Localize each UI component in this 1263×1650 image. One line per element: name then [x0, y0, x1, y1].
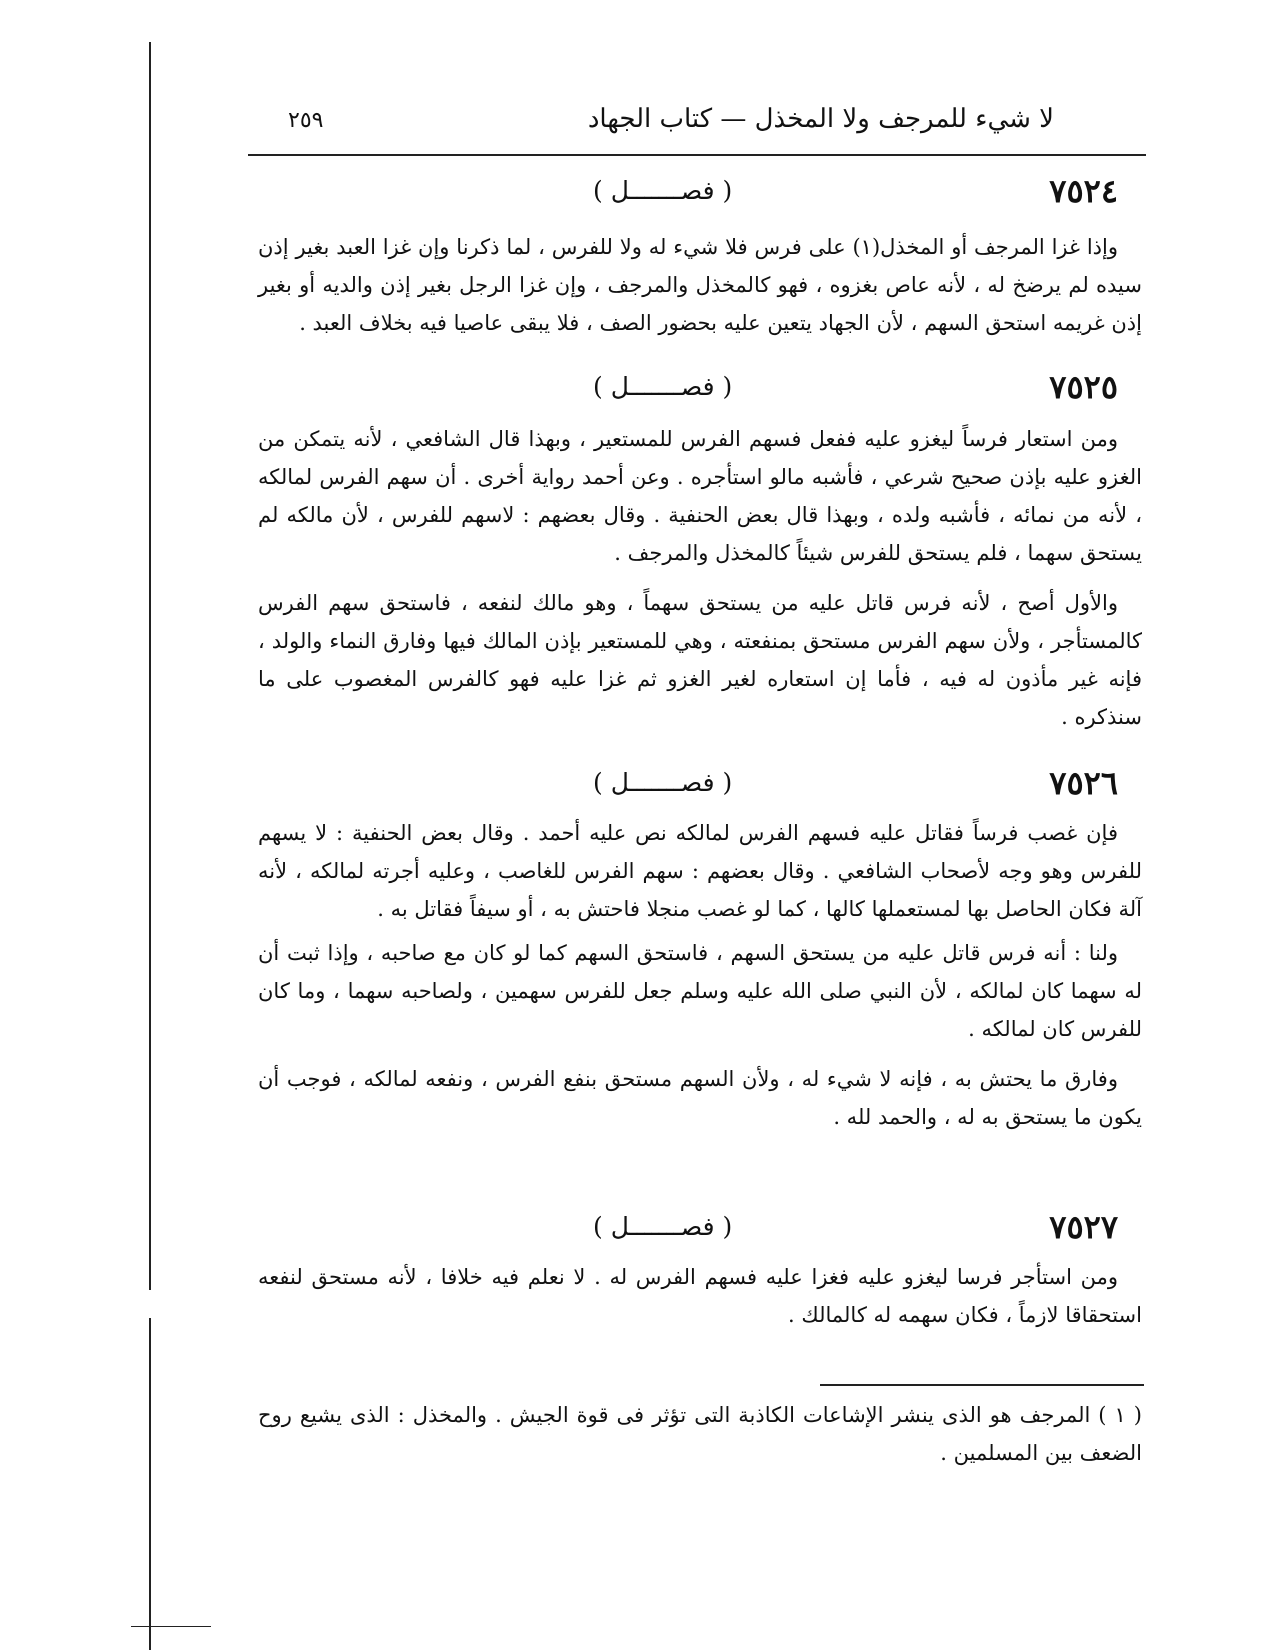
- section-body-7525: [258, 420, 1142, 736]
- margin-tick-mark: [131, 1626, 211, 1627]
- page-header: [248, 104, 1144, 144]
- paragraph: والأول أصح ، لأنه فرس قاتل عليه من يستحق سهماً ، وهو مالك لنفعه ، فاستحق سهم الفرس كالمستأجر ، ولأن سهم الفرس مستحق بمنفعته ، وهي للمستعير بإذن المالك فيها وفارق النماء والولد ، فإنه غير مأذون له فيه ، فأما إن استعاره لغير الغزو ثم غزا عليه فهو كالفرس المغصوب على ما سنذكره .: [258, 591, 1142, 729]
- section-number: ٧٥٢٤: [1049, 172, 1118, 210]
- paragraph: فإن غصب فرساً فقاتل عليه فسهم الفرس لمالكه نص عليه أحمد . وقال بعض الحنفية : لا يسهم للفرس وهو وجه لأصحاب الشافعي . وقال بعضهم : سهم الفرس للغاصب ، وعليه أجرته لمالكه ، لأنه آلة فكان الحاصل بها لمستعملها كالها ، كما لو غصب منجلا فاحتش به ، أو سيفاً فقاتل به .: [258, 821, 1142, 921]
- section-heading-7526: [258, 764, 1142, 808]
- section-body-7524: [258, 228, 1142, 342]
- section-heading-7525: [258, 368, 1142, 412]
- section-body-7527: [258, 1258, 1142, 1334]
- paragraph: ولنا : أنه فرس قاتل عليه من يستحق السهم ، فاستحق السهم كما لو كان مع صاحبه ، وإذا ثبت أن له سهما كان لمالكه ، لأن النبي صلى الله عليه وسلم جعل للفرس سهمين ، ولصاحبه سهما ، وما كان للفرس كان لمالكه .: [258, 941, 1142, 1041]
- section-heading-7524: [258, 172, 1142, 216]
- footnote-text: ( ١ ) المرجف هو الذى ينشر الإشاعات الكاذبة التى تؤثر فى قوة الجيش . والمخذل : الذى يشيع روح الضعف بين المسلمين .: [258, 1403, 1142, 1465]
- margin-line-bottom: [149, 1318, 151, 1650]
- running-title: لا شيء للمرجف ولا المخذل — كتاب الجهاد: [587, 104, 1054, 134]
- section-body-7526: [258, 814, 1142, 1136]
- section-heading-7527: [258, 1208, 1142, 1252]
- section-number: ٧٥٢٥: [1049, 368, 1118, 406]
- section-number: ٧٥٢٧: [1049, 1208, 1118, 1246]
- footnote: [258, 1396, 1142, 1472]
- section-number: ٧٥٢٦: [1049, 764, 1118, 802]
- paragraph: وفارق ما يحتش به ، فإنه لا شيء له ، ولأن السهم مستحق بنفع الفرس ، ونفعه لمالكه ، فوجب أن يكون ما يستحق به له ، والحمد لله .: [258, 1067, 1142, 1129]
- section-label: ( فصـــــــل ): [593, 1212, 733, 1241]
- footnote-rule: [820, 1384, 1144, 1386]
- section-label: ( فصـــــــل ): [593, 768, 733, 797]
- section-label: ( فصـــــــل ): [593, 176, 733, 205]
- paragraph: ومن استأجر فرسا ليغزو عليه فغزا عليه فسهم الفرس له . لا نعلم فيه خلافا ، لأنه مستحق لنفعه استحقاقا لازماً ، فكان سهمه له كالمالك .: [258, 1265, 1142, 1327]
- header-rule: [248, 154, 1146, 156]
- section-label: ( فصـــــــل ): [593, 372, 733, 401]
- page-number: ٢٥٩: [288, 108, 324, 133]
- paragraph: ومن استعار فرساً ليغزو عليه ففعل فسهم الفرس للمستعير ، وبهذا قال الشافعي ، لأنه يتمكن من الغزو عليه بإذن صحيح شرعي ، فأشبه مالو استأجره . وعن أحمد رواية أخرى . أن سهم الفرس لمالكه ، لأنه من نمائه ، فأشبه ولده ، وبهذا قال بعض الحنفية . وقال بعضهم : لاسهم للفرس ، لأن مالكه لم يستحق سهما ، فلم يستحق للفرس شيئاً كالمخذل والمرجف .: [258, 427, 1142, 565]
- paragraph: وإذا غزا المرجف أو المخذل(١) على فرس فلا شيء له ولا للفرس ، لما ذكرنا وإن غزا العبد بغير إذن سيده لم يرضخ له ، لأنه عاص بغزوه ، فهو كالمخذل والمرجف ، وإن غزا الرجل بغير إذن والديه أو بغير إذن غريمه استحق السهم ، لأن الجهاد يتعين عليه بحضور الصف ، فلا يبقى عاصيا فيه بخلاف العبد .: [258, 235, 1142, 335]
- margin-line-top: [149, 42, 151, 1290]
